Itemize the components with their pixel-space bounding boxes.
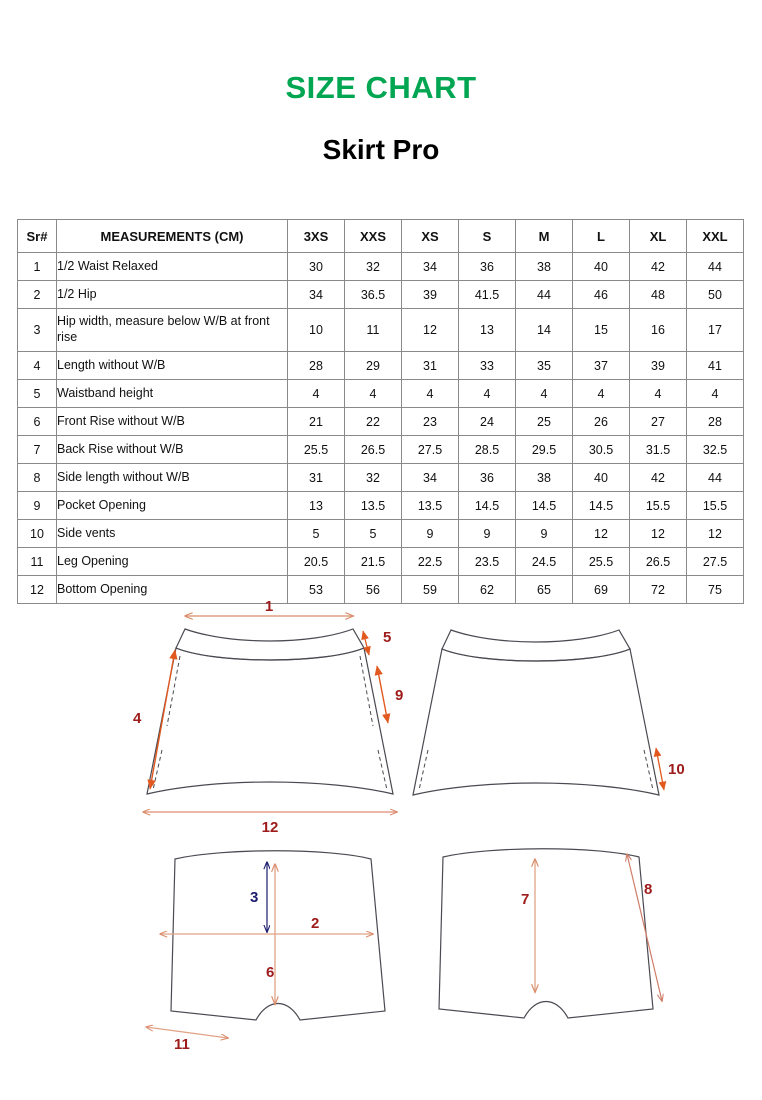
cell-s: 28.5 <box>459 436 516 464</box>
cell-xxs: 32 <box>345 253 402 281</box>
callout-label-4: 4 <box>133 710 142 727</box>
row-sr: 5 <box>18 380 57 408</box>
row-sr: 12 <box>18 576 57 604</box>
cell-s: 62 <box>459 576 516 604</box>
dimension-line-9 <box>377 666 388 723</box>
row-sr: 10 <box>18 520 57 548</box>
cell-3xs: 28 <box>288 352 345 380</box>
cell-xxs: 36.5 <box>345 281 402 309</box>
skirt-front-stitch-lines <box>153 656 387 790</box>
cell-xxl: 17 <box>687 309 744 352</box>
cell-xl: 26.5 <box>630 548 687 576</box>
title-block <box>0 0 762 164</box>
cell-s: 4 <box>459 380 516 408</box>
cell-xxs: 5 <box>345 520 402 548</box>
short-front-outline <box>171 851 385 1020</box>
row-sr: 6 <box>18 408 57 436</box>
cell-m: 14 <box>516 309 573 352</box>
callout-label-7: 7 <box>521 891 530 908</box>
cell-xl: 72 <box>630 576 687 604</box>
cell-s: 36 <box>459 464 516 492</box>
dimension-line-5 <box>363 631 369 655</box>
cell-xxs: 26.5 <box>345 436 402 464</box>
short-back-outline <box>439 849 653 1018</box>
row-label: Length without W/B <box>57 352 288 380</box>
cell-m: 24.5 <box>516 548 573 576</box>
cell-xs: 59 <box>402 576 459 604</box>
cell-xl: 27 <box>630 408 687 436</box>
table-row <box>18 309 744 352</box>
cell-s: 33 <box>459 352 516 380</box>
row-label: Front Rise without W/B <box>57 408 288 436</box>
callout-label-10: 10 <box>668 761 685 778</box>
row-sr: 4 <box>18 352 57 380</box>
row-label: 1/2 Waist Relaxed <box>57 253 288 281</box>
cell-s: 14.5 <box>459 492 516 520</box>
cell-xxs: 32 <box>345 464 402 492</box>
cell-xl: 31.5 <box>630 436 687 464</box>
cell-xxl: 27.5 <box>687 548 744 576</box>
cell-xxl: 50 <box>687 281 744 309</box>
cell-3xs: 53 <box>288 576 345 604</box>
cell-l: 12 <box>573 520 630 548</box>
cell-l: 40 <box>573 253 630 281</box>
cell-xxs: 21.5 <box>345 548 402 576</box>
cell-m: 29.5 <box>516 436 573 464</box>
product-title: Skirt Pro <box>322 134 440 165</box>
cell-xxs: 56 <box>345 576 402 604</box>
table-body <box>18 253 744 604</box>
row-label: Pocket Opening <box>57 492 288 520</box>
cell-l: 40 <box>573 464 630 492</box>
table-row <box>18 520 744 548</box>
skirt-front-drawing <box>120 598 420 843</box>
table-row <box>18 352 744 380</box>
cell-m: 38 <box>516 464 573 492</box>
size-chart-table <box>17 219 744 604</box>
cell-xl: 39 <box>630 352 687 380</box>
size-table-container <box>17 219 733 604</box>
row-sr: 3 <box>18 309 57 352</box>
cell-3xs: 5 <box>288 520 345 548</box>
figure-skirt-back <box>398 598 698 843</box>
row-sr: 1 <box>18 253 57 281</box>
table-row <box>18 408 744 436</box>
skirt-back-outline <box>413 630 659 795</box>
table-row <box>18 380 744 408</box>
header-cell-xs: XS <box>402 220 459 253</box>
cell-xs: 23 <box>402 408 459 436</box>
cell-3xs: 4 <box>288 380 345 408</box>
cell-xl: 48 <box>630 281 687 309</box>
table-row <box>18 492 744 520</box>
header-cell-xxl: XXL <box>687 220 744 253</box>
cell-xxs: 4 <box>345 380 402 408</box>
cell-m: 9 <box>516 520 573 548</box>
cell-xs: 27.5 <box>402 436 459 464</box>
callout-label-3: 3 <box>250 889 259 906</box>
cell-3xs: 30 <box>288 253 345 281</box>
header-cell-s: S <box>459 220 516 253</box>
short-back-drawing <box>398 846 698 1066</box>
header-cell-meas: MEASUREMENTS (CM) <box>57 220 288 253</box>
cell-l: 26 <box>573 408 630 436</box>
cell-xl: 12 <box>630 520 687 548</box>
header-cell-3xs: 3XS <box>288 220 345 253</box>
page-title: SIZE CHART <box>285 70 477 105</box>
cell-xl: 15.5 <box>630 492 687 520</box>
cell-m: 65 <box>516 576 573 604</box>
table-row <box>18 548 744 576</box>
cell-xs: 34 <box>402 253 459 281</box>
cell-l: 69 <box>573 576 630 604</box>
cell-m: 4 <box>516 380 573 408</box>
cell-xl: 16 <box>630 309 687 352</box>
table-row <box>18 281 744 309</box>
header-cell-sr: Sr# <box>18 220 57 253</box>
table-header-row <box>18 220 744 253</box>
cell-xs: 39 <box>402 281 459 309</box>
cell-xl: 4 <box>630 380 687 408</box>
header-cell-xl: XL <box>630 220 687 253</box>
callout-label-2: 2 <box>311 915 320 932</box>
cell-xl: 42 <box>630 464 687 492</box>
cell-l: 14.5 <box>573 492 630 520</box>
table-row <box>18 436 744 464</box>
cell-3xs: 21 <box>288 408 345 436</box>
cell-xxl: 32.5 <box>687 436 744 464</box>
cell-s: 36 <box>459 253 516 281</box>
skirt-back-vent-lines <box>419 750 653 790</box>
row-label: Waistband height <box>57 380 288 408</box>
callout-label-8: 8 <box>644 881 653 898</box>
cell-s: 9 <box>459 520 516 548</box>
row-sr: 7 <box>18 436 57 464</box>
row-sr: 2 <box>18 281 57 309</box>
figure-short-front <box>128 846 428 1066</box>
cell-xxl: 15.5 <box>687 492 744 520</box>
table-row <box>18 253 744 281</box>
cell-xxl: 44 <box>687 253 744 281</box>
cell-l: 4 <box>573 380 630 408</box>
cell-m: 38 <box>516 253 573 281</box>
row-label: Bottom Opening <box>57 576 288 604</box>
cell-3xs: 13 <box>288 492 345 520</box>
row-label: Side length without W/B <box>57 464 288 492</box>
skirt-back-drawing <box>398 598 698 843</box>
cell-3xs: 10 <box>288 309 345 352</box>
cell-xxs: 11 <box>345 309 402 352</box>
cell-s: 13 <box>459 309 516 352</box>
row-label: Back Rise without W/B <box>57 436 288 464</box>
cell-s: 41.5 <box>459 281 516 309</box>
skirt-front-outline <box>147 629 393 794</box>
dimension-line-4 <box>150 650 175 789</box>
cell-m: 14.5 <box>516 492 573 520</box>
header-cell-xxs: XXS <box>345 220 402 253</box>
row-label: Leg Opening <box>57 548 288 576</box>
cell-m: 35 <box>516 352 573 380</box>
cell-xxl: 12 <box>687 520 744 548</box>
header-cell-l: L <box>573 220 630 253</box>
cell-3xs: 34 <box>288 281 345 309</box>
cell-l: 15 <box>573 309 630 352</box>
cell-l: 37 <box>573 352 630 380</box>
cell-xxs: 29 <box>345 352 402 380</box>
cell-xs: 22.5 <box>402 548 459 576</box>
row-label: Side vents <box>57 520 288 548</box>
cell-xxl: 44 <box>687 464 744 492</box>
cell-l: 25.5 <box>573 548 630 576</box>
cell-l: 46 <box>573 281 630 309</box>
cell-xxl: 41 <box>687 352 744 380</box>
callout-label-1: 1 <box>264 598 274 615</box>
figure-short-back <box>398 846 698 1066</box>
row-label: 1/2 Hip <box>57 281 288 309</box>
cell-s: 24 <box>459 408 516 436</box>
figure-skirt-front <box>120 598 420 843</box>
cell-3xs: 31 <box>288 464 345 492</box>
row-sr: 9 <box>18 492 57 520</box>
cell-xs: 13.5 <box>402 492 459 520</box>
callout-label-6: 6 <box>266 964 275 981</box>
callout-label-9: 9 <box>395 687 404 704</box>
cell-xs: 12 <box>402 309 459 352</box>
row-label: Hip width, measure below W/B at front rise <box>57 309 288 352</box>
technical-drawings <box>0 596 762 1096</box>
cell-xxs: 22 <box>345 408 402 436</box>
cell-xs: 9 <box>402 520 459 548</box>
table-header <box>18 220 744 253</box>
cell-3xs: 20.5 <box>288 548 345 576</box>
cell-xxl: 75 <box>687 576 744 604</box>
short-front-drawing <box>128 846 428 1066</box>
cell-m: 44 <box>516 281 573 309</box>
cell-xs: 4 <box>402 380 459 408</box>
header-cell-m: M <box>516 220 573 253</box>
cell-xl: 42 <box>630 253 687 281</box>
cell-xs: 34 <box>402 464 459 492</box>
cell-xxl: 28 <box>687 408 744 436</box>
row-sr: 8 <box>18 464 57 492</box>
callout-label-12: 12 <box>261 819 279 836</box>
callout-label-11: 11 <box>174 1036 190 1053</box>
cell-xxl: 4 <box>687 380 744 408</box>
cell-xxs: 13.5 <box>345 492 402 520</box>
table-row <box>18 464 744 492</box>
cell-s: 23.5 <box>459 548 516 576</box>
cell-l: 30.5 <box>573 436 630 464</box>
cell-m: 25 <box>516 408 573 436</box>
cell-3xs: 25.5 <box>288 436 345 464</box>
dimension-line-8 <box>627 854 662 1001</box>
callout-label-5: 5 <box>383 629 392 646</box>
cell-xs: 31 <box>402 352 459 380</box>
row-sr: 11 <box>18 548 57 576</box>
